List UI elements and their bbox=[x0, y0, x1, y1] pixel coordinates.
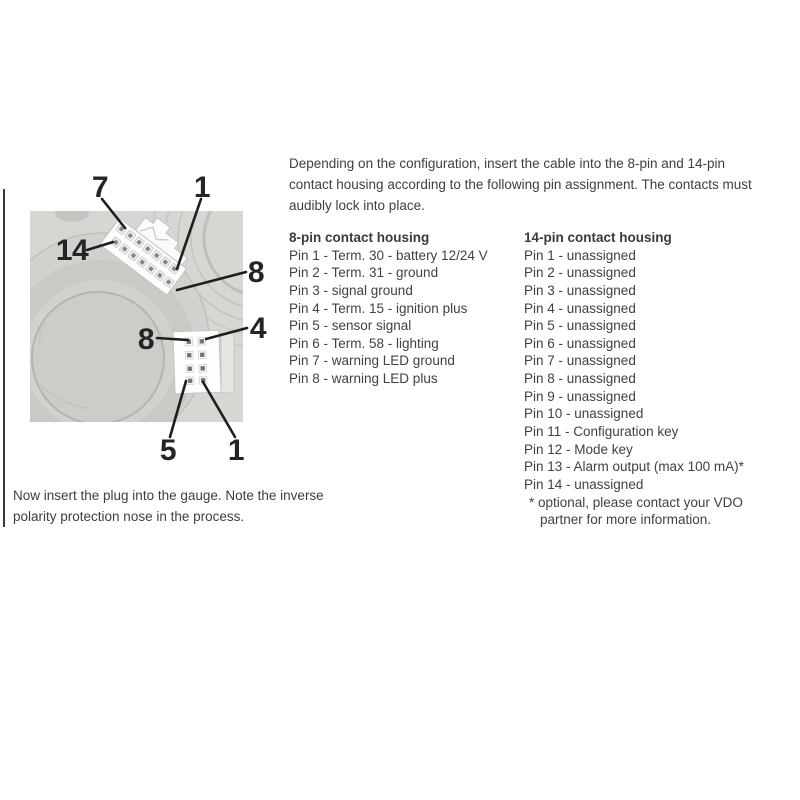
intro-paragraph bbox=[289, 153, 752, 216]
pin14-row: Pin 9 - unassigned bbox=[524, 388, 636, 404]
pin14-row: Pin 3 - unassigned bbox=[524, 282, 636, 298]
pin14-row: Pin 1 - unassigned bbox=[524, 247, 636, 263]
pin8-column bbox=[289, 229, 488, 388]
pin8-row: Pin 3 - signal ground bbox=[289, 282, 413, 298]
pin14-column bbox=[524, 229, 744, 529]
pin14-row: Pin 10 - unassigned bbox=[524, 406, 644, 422]
callout-1-top: 1 bbox=[193, 171, 211, 204]
pin14-row: Pin 12 - Mode key bbox=[524, 441, 633, 457]
caption-line: Now insert the plug into the gauge. Note the inverse bbox=[13, 488, 324, 503]
gauge-photo bbox=[0, 150, 285, 447]
intro-line: contact housing according to the following pin assignment. The contacts must bbox=[289, 177, 752, 192]
footnote-line-1: * optional, please contact your VDO bbox=[529, 494, 743, 510]
pin8-row: Pin 6 - Term. 58 - lighting bbox=[289, 335, 439, 351]
pin8-row: Pin 5 - sensor signal bbox=[289, 318, 412, 334]
pin8-row: Pin 1 - Term. 30 - battery 12/24 V bbox=[289, 247, 488, 263]
callout-5: 5 bbox=[159, 434, 177, 467]
intro-line: Depending on the configuration, insert the cable into the 8-pin and 14-pin bbox=[289, 156, 726, 171]
callout-4: 4 bbox=[249, 312, 267, 345]
footnote-line-2: partner for more information. bbox=[540, 512, 712, 528]
pin14-row: Pin 8 - unassigned bbox=[524, 371, 636, 387]
pin8-row: Pin 4 - Term. 15 - ignition plus bbox=[289, 300, 468, 316]
caption-line: polarity protection nose in the process. bbox=[13, 508, 245, 524]
intro-line: audibly lock into place. bbox=[289, 198, 425, 213]
pin14-row: Pin 7 - unassigned bbox=[524, 353, 636, 369]
callout-14: 14 bbox=[55, 234, 89, 267]
pin14-row: Pin 14 - unassigned bbox=[524, 476, 644, 492]
pin14-row: Pin 6 - unassigned bbox=[524, 335, 636, 351]
pin14-row: Pin 11 - Configuration key bbox=[524, 424, 679, 440]
callout-1-bottom: 1 bbox=[227, 434, 245, 467]
pin14-row: Pin 13 - Alarm output (max 100 mA)* bbox=[524, 459, 744, 475]
pin8-row: Pin 2 - Term. 31 - ground bbox=[289, 265, 439, 281]
callout-8-left: 8 bbox=[137, 323, 155, 356]
pin8-row: Pin 7 - warning LED ground bbox=[289, 353, 455, 369]
pin14-row: Pin 4 - unassigned bbox=[524, 300, 636, 316]
pin14-row: Pin 2 - unassigned bbox=[524, 265, 636, 281]
pin8-row: Pin 8 - warning LED plus bbox=[289, 371, 438, 387]
caption-paragraph bbox=[13, 486, 324, 527]
gauge-rear-figure bbox=[0, 150, 285, 470]
callout-8-right: 8 bbox=[247, 256, 265, 289]
callout-7: 7 bbox=[91, 171, 109, 204]
pin14-row: Pin 5 - unassigned bbox=[524, 318, 636, 334]
pin8-section-title: 8-pin contact housing bbox=[289, 230, 430, 245]
pin14-section-title: 14-pin contact housing bbox=[524, 230, 672, 245]
